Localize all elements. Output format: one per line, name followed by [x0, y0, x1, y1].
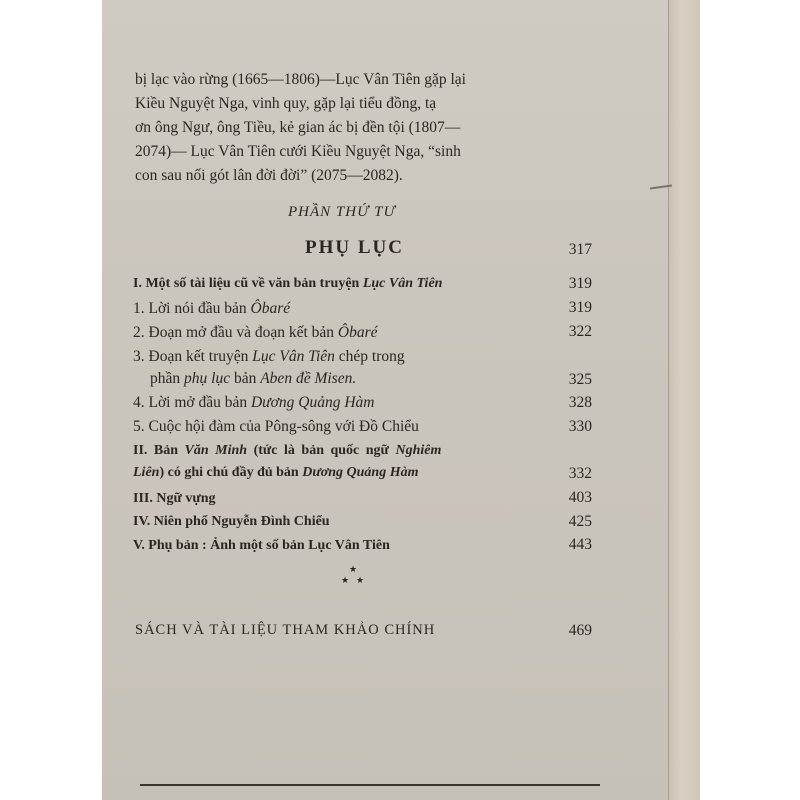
- part-heading: PHẦN THỨ TƯ: [288, 204, 396, 220]
- intro-line-5: con sau nối gót lân đời đời” (2075—2082).: [135, 167, 403, 184]
- entry-page: 425: [568, 513, 592, 530]
- ornament-star: ★: [356, 575, 365, 585]
- toc-entry: [133, 347, 405, 367]
- section-page: 317: [568, 241, 592, 258]
- entry-emphasis: Dương Quảng Hàm: [250, 394, 375, 411]
- entry-page: 332: [568, 465, 592, 482]
- toc-entry: V. Phụ bản : Ảnh một số bản Lục Vân Tiên: [133, 538, 390, 553]
- entry-emphasis: Aben đề Misen.: [260, 370, 357, 387]
- ornament-star: ★: [349, 564, 358, 574]
- section-title: PHỤ LỤC: [305, 237, 404, 258]
- entry-text: 2. Đoạn mở đầu và đoạn kết bản: [133, 324, 338, 341]
- intro-line-3: ơn ông Ngư, ông Tiều, kẻ gian ác bị đền tội (1807—: [135, 119, 461, 136]
- entry-text: bản: [230, 370, 261, 387]
- entry-page: 328: [568, 394, 592, 411]
- intro-line-1: bị lạc vào rừng (1665—1806)—Lục Vân Tiên gặp lại: [135, 71, 466, 88]
- bottom-rule: [140, 784, 600, 786]
- entry-text: II. Bản: [133, 443, 185, 458]
- entry-text: phần: [150, 370, 185, 387]
- entry-page: 325: [568, 371, 592, 388]
- entry-page: 443: [568, 536, 592, 553]
- entry-text: I. Một số tài liệu cũ về văn bản truyện: [133, 276, 363, 291]
- entry-page: 319: [568, 275, 592, 292]
- toc-entry: IV. Niên phổ Nguyễn Đình Chiểu: [133, 514, 330, 529]
- entry-emphasis: Ôbaré: [337, 324, 378, 341]
- entry-text: (tức là bản quốc ngữ: [247, 443, 396, 458]
- entry-text: 3. Đoạn kết truyện: [133, 348, 253, 365]
- entry-text: chép trong: [334, 348, 405, 365]
- entry-page: 403: [568, 489, 592, 506]
- toc-entry-continued: [133, 463, 419, 483]
- entry-emphasis: Lục Vân Tiên: [362, 276, 443, 291]
- background-right: [700, 0, 800, 800]
- ornament-star: ★: [341, 575, 350, 585]
- entry-emphasis: Lục Vân Tiên: [252, 348, 335, 365]
- toc-entry: [133, 393, 375, 413]
- toc-entry: 5. Cuộc hội đàm của Pông-sông với Đồ Chiểu: [133, 418, 419, 435]
- entry-emphasis: phụ lục: [184, 370, 231, 387]
- entry-emphasis: Dương Quảng Hàm: [302, 465, 419, 480]
- intro-line-4: 2074)— Lục Vân Tiên cưới Kiều Nguyệt Nga, “sinh: [135, 143, 461, 160]
- page-edge: [668, 0, 701, 800]
- entry-emphasis: Ôbaré: [250, 300, 291, 317]
- entry-emphasis: Nghiêm: [395, 443, 442, 458]
- toc-entry: III. Ngữ vựng: [133, 491, 216, 506]
- toc-entry-continued: [150, 369, 356, 389]
- entry-emphasis: Văn Minh: [184, 443, 248, 458]
- entry-page: 322: [568, 323, 592, 340]
- entry-text: 1. Lời nói đầu bản: [133, 300, 251, 317]
- entry-emphasis: Liên: [133, 465, 160, 480]
- bibliography-title: SÁCH VÀ TÀI LIỆU THAM KHẢO CHÍNH: [135, 622, 436, 638]
- entry-page: 319: [568, 299, 592, 316]
- entry-page: 330: [568, 418, 592, 435]
- entry-text: 4. Lời mở đầu bản: [133, 394, 251, 411]
- toc-entry: [133, 274, 442, 294]
- bibliography-page: 469: [568, 622, 592, 639]
- intro-line-2: Kiều Nguyệt Nga, vinh quy, gặp lại tiểu đồng, tạ: [135, 95, 437, 112]
- background-left: [0, 0, 102, 800]
- toc-entry: [133, 299, 290, 319]
- toc-entry: [133, 323, 378, 343]
- entry-text: ) có ghi chú đầy đủ bản: [159, 465, 303, 480]
- toc-entry: [133, 441, 441, 461]
